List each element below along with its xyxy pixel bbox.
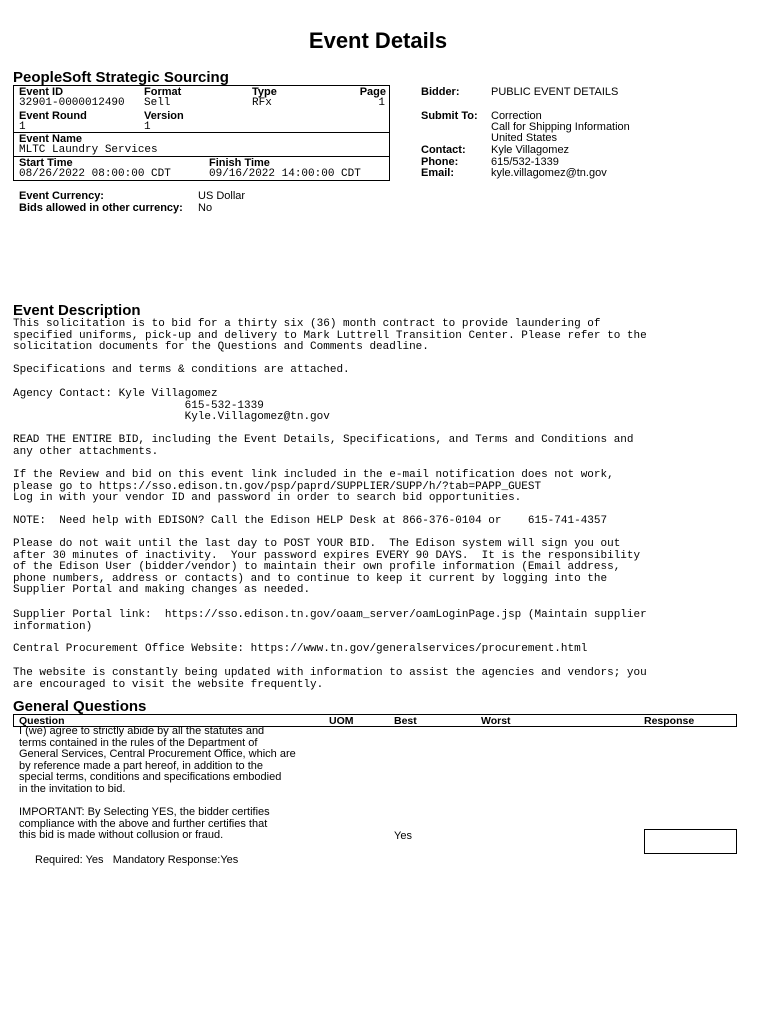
procurement-website-paragraph: Central Procurement Office Website: https://www.tn.gov/generalservices/procurement.html [13, 643, 588, 655]
other-currency-value: No [198, 202, 213, 214]
general-questions-heading: General Questions [13, 698, 147, 715]
type-label: Type [252, 86, 277, 98]
column-question: Question [19, 715, 65, 727]
phone-label: Phone: [421, 156, 459, 168]
event-description-heading: Event Description [13, 302, 141, 319]
phone-value: 615/532-1339 [491, 156, 559, 168]
event-currency-label: Event Currency: [19, 190, 104, 202]
required-value: Yes [85, 854, 104, 866]
agency-contact-paragraph: Agency Contact: Kyle Villagomez 615-532-1339 Kyle.Villagomez@tn.gov [13, 388, 330, 424]
question-text: I (we) agree to strictly abide by all the statutes and terms contained in the rules of the Department of General Services, Central Procurement Office, which are by reference made a part hereof, in addition to the special terms, conditions and specifications embodied in the invitation to bid. [19, 725, 296, 795]
page-title: Event Details [308, 28, 448, 53]
question-certification-text: IMPORTANT: By Selecting YES, the bidder certifies compliance with the above and further certifies that this bid is made without collusion or fraud. [19, 806, 270, 841]
email-label: Email: [421, 167, 455, 179]
start-time-value: 08/26/2022 08:00:00 CDT [19, 168, 171, 180]
format-label: Format [144, 86, 182, 98]
mandatory-response-value: Yes [220, 854, 239, 866]
system-name: PeopleSoft Strategic Sourcing [13, 69, 229, 86]
event-id-label: Event ID [19, 86, 64, 98]
description-paragraph: The website is constantly being updated with information to assist the agencies and vendors; you are encouraged to visit the website frequently. [13, 667, 647, 691]
event-round-label: Event Round [19, 110, 87, 122]
column-response: Response [644, 715, 695, 727]
description-paragraph: This solicitation is to bid for a thirty six (36) month contract to provide laundering of specified uniforms, pick-up and delivery to Mark Luttrell Transition Center. Please refer to the solicitation documents for the Questions and Comments deadline. [13, 318, 647, 354]
bidder-label: Bidder: [421, 86, 460, 98]
submit-line-1: Correction [491, 110, 542, 122]
finish-time-label: Finish Time [209, 157, 270, 169]
required-label: Required: [35, 854, 83, 866]
page-label: Page [359, 86, 386, 98]
event-name-value: MLTC Laundry Services [19, 144, 158, 156]
description-paragraph: READ THE ENTIRE BID, including the Event Details, Specifications, and Terms and Conditions and any other attachments. [13, 434, 634, 458]
event-name-label: Event Name [19, 133, 82, 145]
description-paragraph: Please do not wait until the last day to POST YOUR BID. The Edison system will sign you out after 30 minutes of inactivity. Your password expires EVERY 90 DAYS. It is the responsibility of the Edison User (bidder/vendor) to maintain their own profile information (Email address, phone numbers, address or contacts) and to continue to keep it current by logging into the Supplier Portal and making changes as needed. [13, 538, 641, 597]
submit-line-3: United States [491, 132, 558, 144]
supplier-portal-paragraph: Supplier Portal link: https://sso.edison.tn.gov/oaam_server/oamLoginPage.jsp (Maintain supplier information) [13, 609, 647, 633]
contact-value: Kyle Villagomez [491, 144, 570, 156]
best-value: Yes [394, 830, 412, 842]
email-value: kyle.villagomez@tn.gov [491, 167, 607, 179]
description-paragraph: Specifications and terms & conditions are attached. [13, 364, 350, 376]
event-round-value: 1 [19, 121, 26, 133]
version-label: Version [144, 110, 184, 122]
description-paragraph: If the Review and bid on this event link included in the e-mail notification does not work, please go to https://sso.edison.tn.gov/psp/paprd/SUPPLIER/SUPP/h/?tab=PAPP_GUEST Log in with your vendor ID and password in order to search bid opportunities. [13, 469, 614, 505]
event-currency-value: US Dollar [198, 190, 246, 202]
other-currency-label: Bids allowed in other currency: [19, 202, 183, 214]
mandatory-response-label: Mandatory Response: [112, 854, 221, 866]
contact-label: Contact: [421, 144, 466, 156]
column-best: Best [394, 715, 417, 727]
required-flag [35, 854, 238, 866]
format-value: Sell [144, 97, 171, 109]
column-worst: Worst [481, 715, 511, 727]
version-value: 1 [144, 121, 151, 133]
bidder-value: PUBLIC EVENT DETAILS [491, 86, 619, 98]
help-desk-note: NOTE: Need help with EDISON? Call the Edison HELP Desk at 866-376-0104 or 615-741-4357 [13, 515, 608, 527]
page-value: 1 [378, 97, 385, 109]
submit-line-2: Call for Shipping Information [491, 121, 630, 133]
start-time-label: Start Time [19, 157, 73, 169]
type-value: RFx [252, 97, 272, 109]
submit-to-label: Submit To: [421, 110, 478, 122]
event-id-value: 32901-0000012490 [19, 97, 125, 109]
finish-time-value: 09/16/2022 14:00:00 CDT [209, 168, 361, 180]
response-input[interactable] [644, 829, 737, 854]
column-uom: UOM [329, 715, 354, 727]
